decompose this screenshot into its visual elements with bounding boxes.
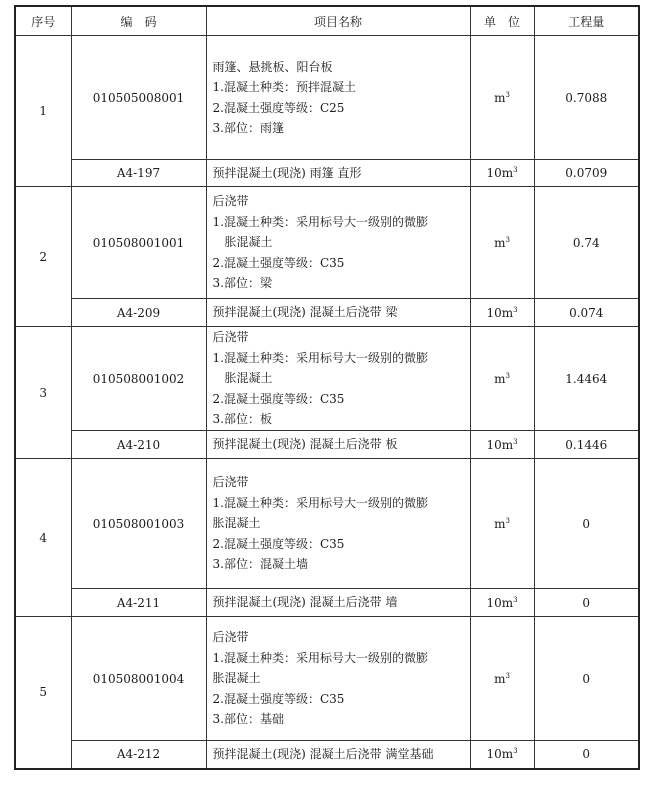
sub-qty-cell: 0	[534, 589, 639, 617]
name-line: 3.部位：梁	[212, 276, 272, 291]
qty-cell: 0.74	[534, 187, 639, 299]
header-unit: 单 位	[470, 6, 534, 36]
name-line: 1.混凝土种类：采用标号大一级别的微膨	[212, 350, 428, 365]
name-line: 1.混凝土种类：采用标号大一级别的微膨	[212, 214, 428, 229]
table-row	[15, 617, 639, 741]
name-cell	[206, 459, 470, 589]
code-cell: 010508001003	[71, 459, 206, 589]
qty-cell: 0.7088	[534, 36, 639, 160]
seq-cell: 3	[15, 327, 71, 459]
unit-cell: $m^3$	[470, 459, 534, 589]
name-line: 胀混凝土	[224, 235, 273, 250]
sub-code-cell: A4-211	[71, 589, 206, 617]
name-line: 3.部位：基础	[212, 712, 284, 727]
sub-unit-cell: $10m^3$	[470, 741, 534, 769]
name-line: 胀混凝土	[224, 371, 273, 386]
sub-row	[15, 160, 639, 187]
name-line: 1.混凝土种类：采用标号大一级别的微膨	[212, 650, 428, 665]
code-cell: 010508001002	[71, 327, 206, 431]
table-row	[15, 36, 639, 160]
sub-qty-cell: 0.0709	[534, 160, 639, 187]
name-line: 2.混凝土强度等级：C35	[212, 536, 345, 551]
name-line: 雨篷、悬挑板、阳台板	[212, 59, 333, 74]
name-line: 2.混凝土强度等级：C35	[212, 691, 345, 706]
name-cell	[206, 617, 470, 741]
seq-cell: 5	[15, 617, 71, 769]
name-line: 胀混凝土	[212, 671, 261, 686]
table-row	[15, 459, 639, 589]
unit-cell: $m^3$	[470, 187, 534, 299]
unit-cell: $m^3$	[470, 617, 534, 741]
sub-row	[15, 431, 639, 459]
sub-unit-cell: $10m^3$	[470, 589, 534, 617]
table-row	[15, 327, 639, 431]
sub-unit-cell: $10m^3$	[470, 431, 534, 459]
sub-qty-cell: 0	[534, 741, 639, 769]
qty-cell: 0	[534, 617, 639, 741]
name-line: 1.混凝土种类：预拌混凝土	[212, 80, 356, 94]
name-line: 3.部位：雨篷	[212, 121, 284, 135]
name-cell	[206, 187, 470, 299]
name-line: 后浇带	[212, 194, 249, 209]
sub-qty-cell: 0.074	[534, 299, 639, 327]
sub-name-cell: 预拌混凝土(现浇) 混凝土后浇带 梁	[206, 299, 470, 327]
name-line: 胀混凝土	[212, 516, 261, 531]
qty-cell: 1.4464	[534, 327, 639, 431]
sub-row	[15, 299, 639, 327]
name-line: 3.部位：板	[212, 412, 272, 427]
code-cell: 010508001001	[71, 187, 206, 299]
sub-code-cell: A4-212	[71, 741, 206, 769]
sub-name-cell: 预拌混凝土(现浇) 混凝土后浇带 墙	[206, 589, 470, 617]
sub-row	[15, 741, 639, 769]
sub-unit-cell: $10m^3$	[470, 299, 534, 327]
sub-code-cell: A4-197	[71, 160, 206, 187]
seq-cell: 4	[15, 459, 71, 617]
unit-cell: $m^3$	[470, 36, 534, 160]
name-line: 1.混凝土种类：采用标号大一级别的微膨	[212, 495, 428, 510]
sub-unit-cell: $10m^3$	[470, 160, 534, 187]
sub-code-cell: A4-209	[71, 299, 206, 327]
sub-name-cell: 预拌混凝土(现浇) 雨篷 直形	[206, 160, 470, 187]
seq-cell: 2	[15, 187, 71, 327]
name-line: 3.部位：混凝土墙	[212, 557, 308, 572]
seq-cell: 1	[15, 36, 71, 187]
name-line: 2.混凝土强度等级：C35	[212, 391, 345, 406]
name-line: 2.混凝土强度等级：C35	[212, 255, 345, 270]
header-qty: 工程量	[534, 6, 639, 36]
code-cell: 010505008001	[71, 36, 206, 160]
unit-cell: $m^3$	[470, 327, 534, 431]
qty-cell: 0	[534, 459, 639, 589]
header-name: 项目名称	[206, 6, 470, 36]
name-cell	[206, 36, 470, 160]
sub-name-cell: 预拌混凝土(现浇) 混凝土后浇带 板	[206, 431, 470, 459]
name-line: 2.混凝土强度等级：C25	[212, 100, 345, 115]
name-line: 后浇带	[212, 330, 249, 345]
code-cell: 010508001004	[71, 617, 206, 741]
name-line: 后浇带	[212, 630, 249, 645]
header-row	[15, 6, 639, 36]
header-seq: 序号	[15, 6, 71, 36]
name-line: 后浇带	[212, 475, 249, 490]
sub-name-cell: 预拌混凝土(现浇) 混凝土后浇带 满堂基础	[206, 741, 470, 769]
sub-qty-cell: 0.1446	[534, 431, 639, 459]
sub-row	[15, 589, 639, 617]
sub-code-cell: A4-210	[71, 431, 206, 459]
name-cell	[206, 327, 470, 431]
header-code: 编 码	[71, 6, 206, 36]
quantity-table	[14, 5, 640, 770]
table-row	[15, 187, 639, 299]
